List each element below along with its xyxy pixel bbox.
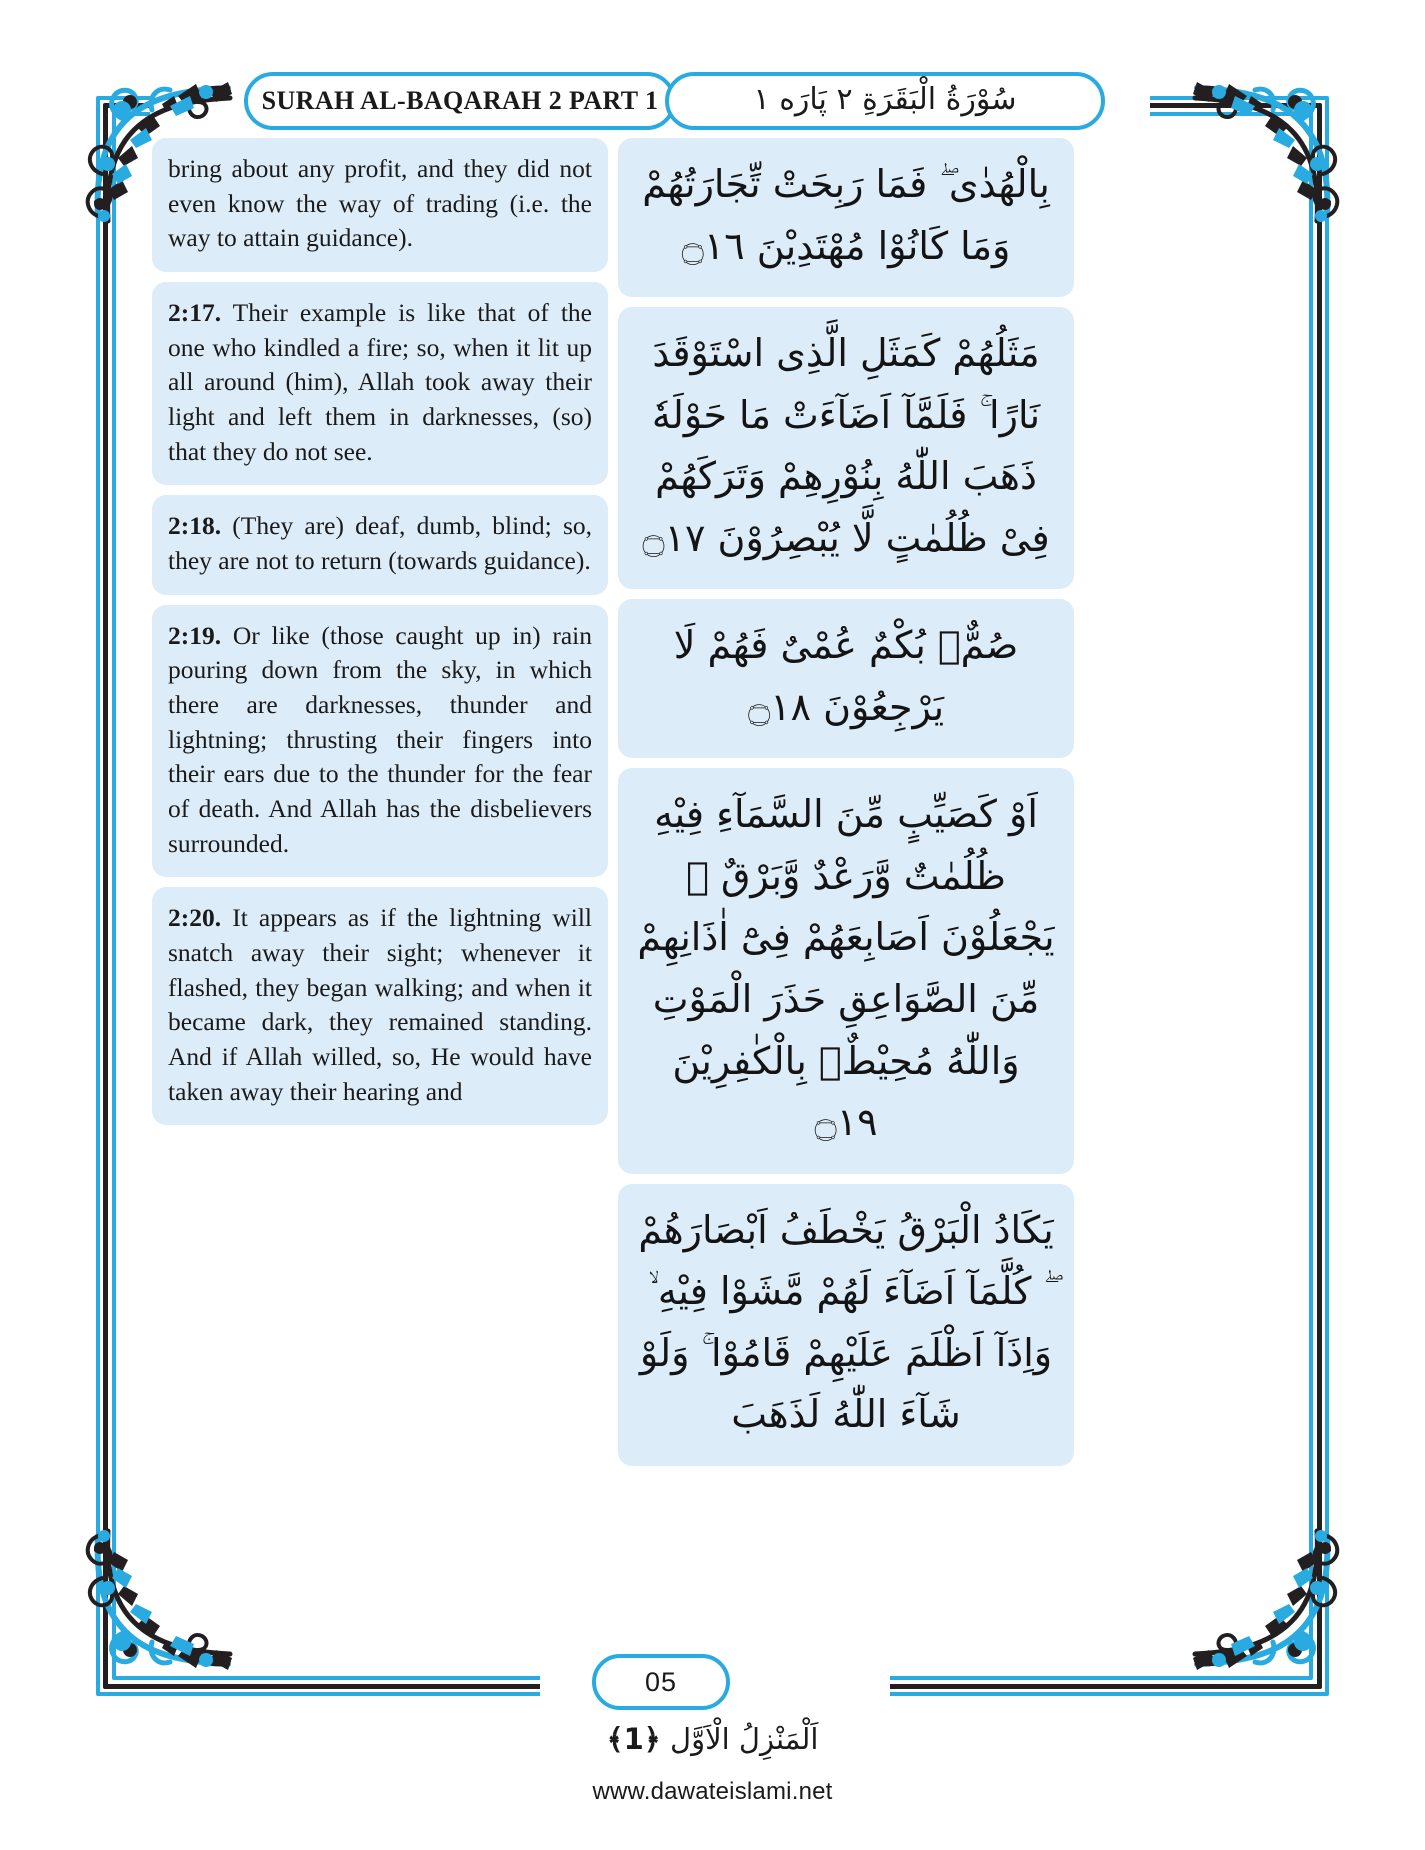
verse-text: Their example is like that of the one who kindled a fire; so, when it lit up all around (him), Allah took away their light and left them in darknesses, (so) that they do not see. <box>168 298 592 466</box>
manzil-number: 1 <box>623 1722 644 1756</box>
corner-ornament-bottom-left <box>78 1516 248 1686</box>
verse-text: (They are) deaf, dumb, blind; so, they are not to return (towards guidance). <box>168 511 592 576</box>
verse-text: Or like (those caught up in) rain pouring down from the sky, in which there are darknesses, thunder and lightning; thrusting their fingers into their ears due to the thunder for the fear of death. And Allah has the disbelievers surrounded. <box>168 620 592 858</box>
verse-number: 2:17. <box>168 298 222 328</box>
verse-card-english <box>152 887 608 1125</box>
column-spacer <box>152 1135 608 1528</box>
manzil-text-arabic: اَلْمَنْزِلُ الْاَوَّل <box>670 1722 819 1756</box>
verse-number: 2:20. <box>168 903 222 933</box>
column-spacer <box>618 1476 1074 1528</box>
verse-card-english <box>152 282 608 485</box>
verse-card-arabic: اَوْ كَصَيِّبٍ مِّنَ السَّمَآءِ فِيْهِ ظُلُمٰتٌ وَّرَعْدٌ وَّبَرْقٌ ۚ يَجْعَلُوْنَ اَصَابِعَهُمْ فِىْٓ اٰذَانِهِمْ مِّنَ الصَّوَاعِقِ حَذَرَ الْمَوْتِ ۚ وَاللّٰهُ مُحِيْطٌۢ بِالْكٰفِرِيْنَ ۝١٩ <box>618 768 1074 1173</box>
website-url: www.dawateislami.net <box>592 1778 833 1805</box>
verse-number: 2:18. <box>168 511 222 541</box>
surah-title-english: SURAH AL-BAQARAH 2 PART 1 <box>261 86 659 115</box>
corner-ornament-top-right <box>1177 66 1347 236</box>
arabic-quran-column <box>618 138 1074 1528</box>
corner-ornament-top-left <box>78 66 248 236</box>
verse-card-arabic: بِالْهُدٰى ۖ فَمَا رَبِحَتْ تِّجَارَتُهُمْ وَمَا كَانُوْا مُهْتَدِيْنَ ۝١٦ <box>618 138 1074 297</box>
verse-text: It appears as if the lightning will snatch away their sight; whenever it flashed, they began walking; and when it became dark, they remained standing. And if Allah willed, so, He would have taken away their hearing and <box>168 903 592 1106</box>
verse-card-arabic: صُمٌّۢ بُكْمٌ عُمْىٌ فَهُمْ لَا يَرْجِعُوْنَ ۝١٨ <box>618 599 1074 758</box>
verse-number: 2:19. <box>168 620 222 650</box>
english-translation-column <box>152 138 608 1528</box>
surah-title-arabic: سُوْرَةُ الْبَقَرَةِ ٢ پَارَه ١ <box>753 81 1017 117</box>
verse-card-arabic: يَكَادُ الْبَرْقُ يَخْطَفُ اَبْصَارَهُمْ ۖ كُلَّمَآ اَضَآءَ لَهُمْ مَّشَوْا فِيْهِ ۙ وَاِذَآ اَظْلَمَ عَلَيْهِمْ قَامُوْا ۚ وَلَوْ شَآءَ اللّٰهُ لَذَهَبَ <box>618 1184 1074 1466</box>
verse-content-area <box>152 138 1274 1528</box>
manzil-bracket-close: ﴾ <box>606 1722 624 1756</box>
corner-ornament-bottom-right <box>1177 1516 1347 1686</box>
verse-card-arabic: مَثَلُهُمْ كَمَثَلِ الَّذِى اسْتَوْقَدَ نَارًا ۚ فَلَمَّآ اَضَآءَتْ مَا حَوْلَهٗ ذَهَبَ اللّٰهُ بِنُوْرِهِمْ وَتَرَكَهُمْ فِىْ ظُلُمٰتٍ لَّا يُبْصِرُوْنَ ۝١٧ <box>618 307 1074 589</box>
verse-text: bring about any profit, and they did not even know the way of trading (i.e. the way to attain guidance). <box>168 154 592 253</box>
page-number-badge: 05 <box>592 1654 730 1710</box>
manzil-label <box>0 1722 1425 1756</box>
manzil-bracket-open: ﴿ <box>643 1722 661 1756</box>
header-surah-title-badge-arabic <box>665 72 1105 130</box>
verse-card-english <box>152 495 608 594</box>
header-surah-title-badge <box>244 72 676 130</box>
verse-card-english <box>152 605 608 878</box>
